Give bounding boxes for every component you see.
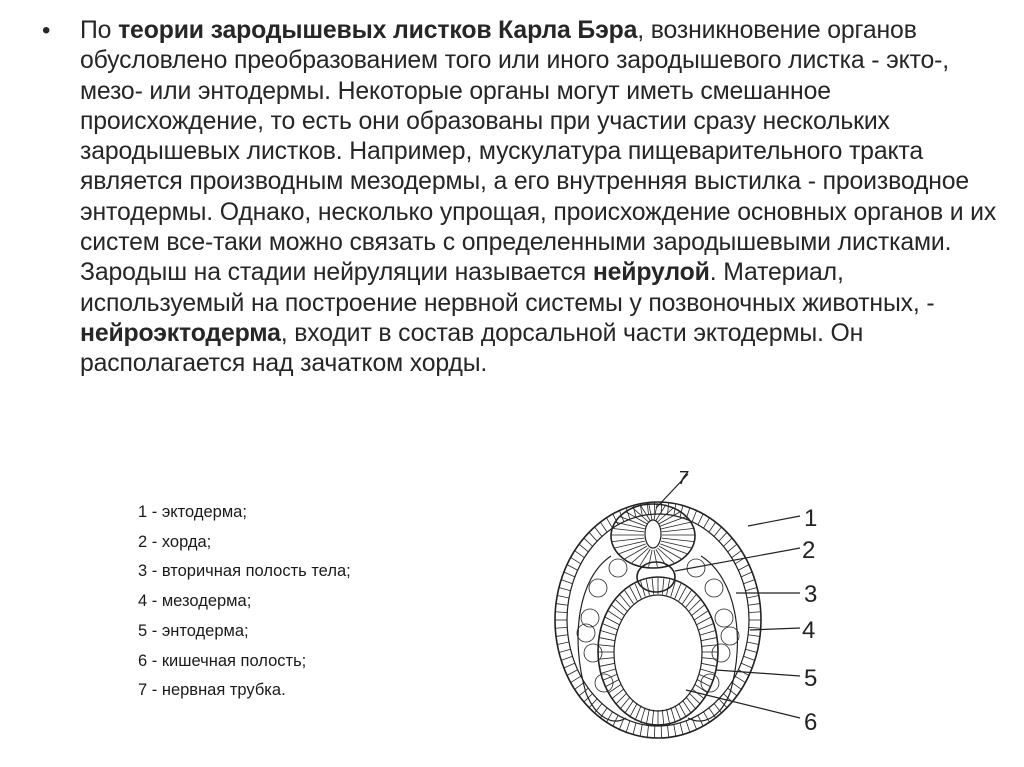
diagram-label-7: 7 — [678, 468, 689, 488]
endoderm-inner-contour — [614, 595, 702, 711]
diagram-label-5: 5 — [804, 665, 818, 692]
paragraph-text: По — [80, 17, 119, 44]
term-baer-theory: теории зародышевых листков Карла Бэра — [118, 17, 638, 44]
neural-tube-lumen — [645, 520, 661, 548]
main-paragraph — [80, 16, 1010, 380]
legend-item-gut-cavity: 6 - кишечная полость; — [138, 651, 307, 670]
term-neuroectoderm: нейроэктодерма — [80, 319, 281, 347]
legend-item-neural-tube: 7 - нервная трубка. — [138, 681, 286, 700]
legend-item-coelom: 3 - вторичная полость тела; — [138, 562, 351, 581]
paragraph-text: , входит в состав дорсальной части эктодермы. Он располагается над зачатком хорды. — [80, 319, 864, 378]
diagram-label-3: 3 — [804, 581, 818, 608]
cell-texture — [555, 502, 761, 738]
diagram-label-1: 1 — [804, 505, 818, 532]
bullet-marker: • — [42, 17, 51, 44]
neurula-cross-section-diagram — [538, 468, 838, 758]
ectoderm-outer-contour — [555, 502, 761, 738]
legend-item-ectoderm: 1 - эктодерма; — [138, 503, 247, 521]
paragraph-text: , возникновение органов обусловлено преобразованием того или иного зародышевого листка - экто-, мезо- или энтодермы. Некоторые органы могут иметь смешанное происхождение, то есть они образованы при участии сразу нескольких зародышевых листков. Например, мускулатура пищеварительного тракта является производным мезодермы, а его внутренняя выстилка - производное энтодермы. Однако, несколько упрощая, происхождение основных органов и их систем все-таки можно связать с определенными зародышевыми листками. Зародыш на стадии нейруляции называется — [80, 17, 997, 287]
legend-item-mesoderm: 4 - мезодерма; — [138, 592, 252, 611]
legend-item-chorda: 2 - хорда; — [138, 532, 212, 551]
paragraph-text: . Материал, используемый на построение нервной системы у позвоночных животных, - — [80, 259, 935, 317]
diagram-label-6: 6 — [804, 709, 818, 736]
diagram-label-2: 2 — [802, 537, 816, 564]
leader-line-1 — [748, 516, 800, 526]
term-neurula: нейрулой — [592, 259, 710, 287]
diagram-label-4: 4 — [802, 617, 816, 644]
leader-line-5 — [716, 670, 800, 676]
diagram-legend — [138, 498, 351, 706]
leader-line-6 — [686, 690, 800, 718]
endoderm-outer-contour — [598, 577, 718, 725]
legend-item-endoderm: 5 - энтодерма; — [138, 621, 249, 640]
